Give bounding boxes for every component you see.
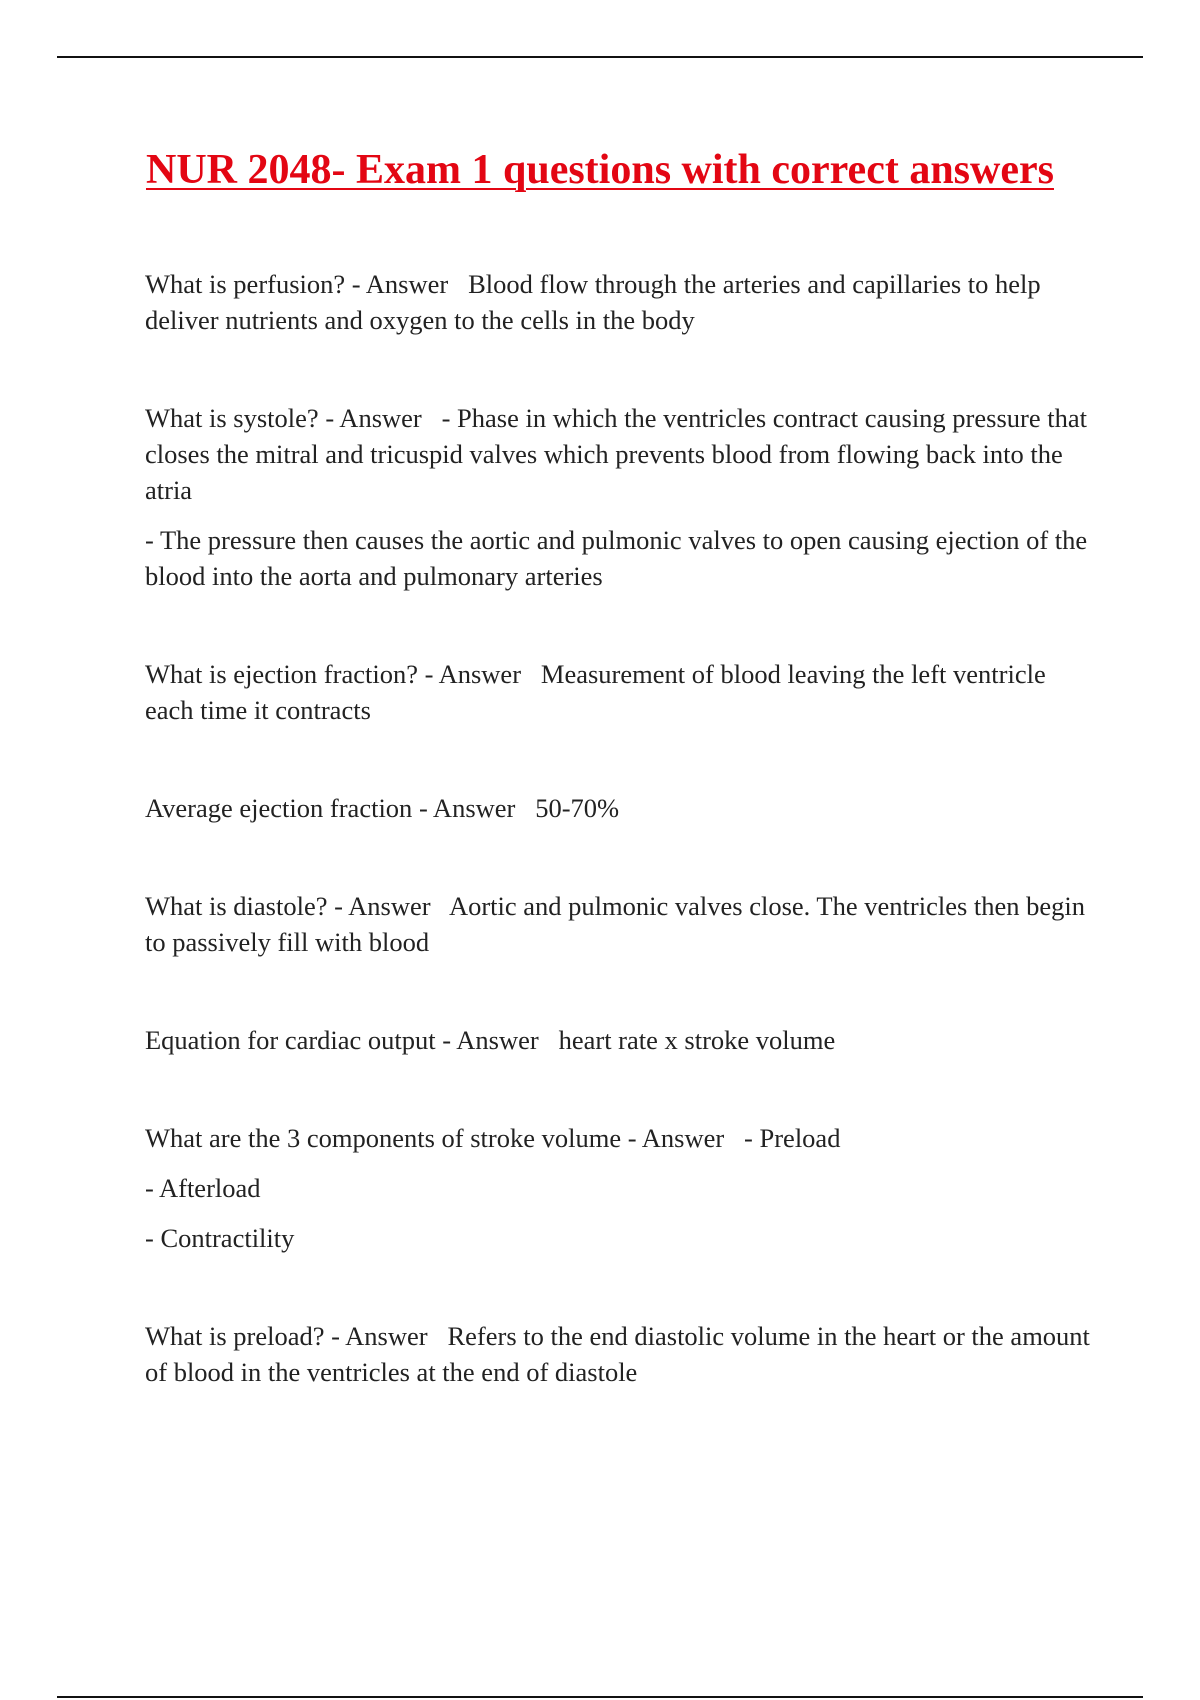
qa-item <box>145 1120 1095 1256</box>
qa-item <box>145 400 1095 594</box>
qa-item <box>145 656 1095 728</box>
answer-separator: - Answer <box>435 1025 559 1055</box>
answer-separator: - Answer <box>324 1321 448 1351</box>
qa-line-first <box>145 266 1095 338</box>
qa-list <box>145 266 1095 1390</box>
qa-line-first <box>145 790 1095 826</box>
question-text: What is ejection fraction? <box>145 659 418 689</box>
answer-text: - Preload <box>744 1123 841 1153</box>
qa-line-first <box>145 1022 1095 1058</box>
answer-text: - The pressure then causes the aortic and pulmonic valves to open causing ejection of the blood into the aorta and pulmonary arteries <box>145 525 1088 591</box>
qa-answer-continuation <box>145 522 1095 594</box>
answer-text: Measurement of blood leaving the left ventricle each time it contracts <box>145 659 1046 725</box>
answer-text: Blood flow through the arteries and capillaries to help deliver nutrients and oxygen to the cells in the body <box>145 269 1041 335</box>
answer-text: - Afterload <box>145 1173 261 1203</box>
top-rule <box>57 56 1143 58</box>
answer-text: 50-70% <box>535 793 620 823</box>
answer-text: - Contractility <box>145 1223 295 1253</box>
qa-item <box>145 266 1095 338</box>
qa-answer-continuation <box>145 1220 1095 1256</box>
qa-answer-continuation <box>145 1170 1095 1206</box>
qa-item <box>145 1022 1095 1058</box>
qa-item <box>145 888 1095 960</box>
qa-line-first <box>145 656 1095 728</box>
answer-separator: - Answer <box>412 793 536 823</box>
qa-item <box>145 1318 1095 1390</box>
qa-line-first <box>145 400 1095 508</box>
qa-line-first <box>145 1120 1095 1156</box>
answer-text: - Phase in which the ventricles contract causing pressure that closes the mitral and tricuspid valves which prevents blood from flowing back into the atria <box>145 403 1087 505</box>
answer-separator: - Answer <box>318 403 442 433</box>
qa-item <box>145 790 1095 826</box>
answer-text: heart rate x stroke volume <box>558 1025 836 1055</box>
answer-text: Refers to the end diastolic volume in the heart or the amount of blood in the ventricles at the end of diastole <box>145 1321 1090 1387</box>
question-text: What is preload? <box>145 1321 325 1351</box>
question-text: What is systole? <box>145 403 319 433</box>
page-title: NUR 2048- Exam 1 questions with correct answers <box>146 147 1054 193</box>
question-text: Average ejection fraction <box>145 793 413 823</box>
question-text: Equation for cardiac output <box>145 1025 436 1055</box>
question-text: What is diastole? <box>145 891 328 921</box>
answer-separator: - Answer <box>327 891 449 921</box>
qa-line-first <box>145 1318 1095 1390</box>
qa-line-first <box>145 888 1095 960</box>
answer-text: Aortic and pulmonic valves close. The ventricles then begin to passively fill with blood <box>145 891 1086 957</box>
question-text: What are the 3 components of stroke volume <box>145 1123 622 1153</box>
question-text: What is perfusion? <box>145 269 346 299</box>
bottom-rule <box>57 1696 1143 1698</box>
answer-separator: - Answer <box>417 659 541 689</box>
answer-separator: - Answer <box>345 269 469 299</box>
answer-separator: - Answer <box>621 1123 745 1153</box>
